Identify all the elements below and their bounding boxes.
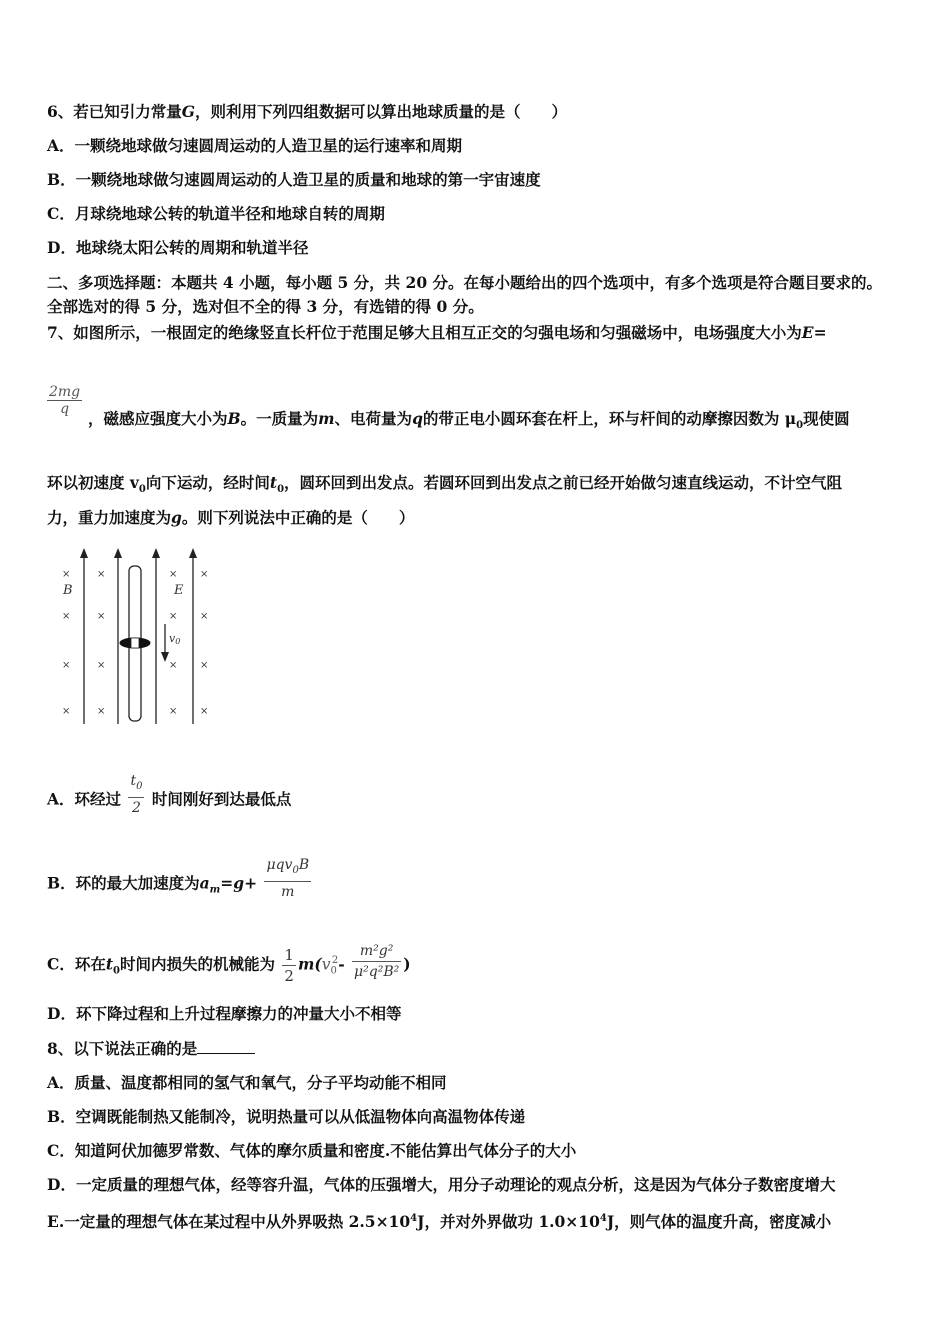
field-cross: × (169, 706, 178, 717)
field-cross: × (169, 660, 178, 671)
answer-blank (197, 1039, 255, 1054)
q7-fraction-denominator: q (47, 400, 82, 417)
q7-fraction-numerator: 2mg (49, 384, 81, 400)
q7-field-diagram (52, 546, 222, 726)
field-cross: × (97, 569, 106, 580)
field-cross: × (200, 660, 209, 671)
q8-option-c: C．知道阿伏加德罗常数、气体的摩尔质量和密度.不能估算出气体分子的大小 (47, 1141, 577, 1160)
q6-option-b: B．一颗绕地球做匀速圆周运动的人造卫星的质量和地球的第一宇宙速度 (47, 170, 541, 189)
q6-option-c: C．月球绕地球公转的轨道半径和地球自转的周期 (47, 204, 385, 223)
q7-option-a: A．环经过 $\frac{t_0}{2}$ 时间刚好到达最低点 (47, 773, 292, 816)
field-cross: × (62, 660, 71, 671)
q7-stem-line3: 环以初速度 $v_0$向下运动，经时间$t_0$，圆环回到出发点。若圆环回到出发点之前已经开始做匀速直线运动，不计空气阻 (47, 473, 843, 496)
magnetic-field-label: B (63, 583, 73, 598)
velocity-label: v0 (169, 632, 181, 646)
field-cross: × (97, 611, 106, 622)
q7-stem-line1: 7、如图所示，一根固定的绝缘竖直长杆位于范围足够大且相互正交的匀强电场和匀强磁场中，电场强度大小为E= (47, 323, 827, 342)
field-cross: × (62, 706, 71, 717)
field-cross: × (200, 706, 209, 717)
field-cross: × (97, 660, 106, 671)
q7-option-c-half: $\frac{1}{2}$ (284, 946, 294, 985)
q7-option-b: B．环的最大加速度为$a_m=g+$ $\frac{\mu qv_0B}{m}$ (47, 857, 310, 900)
q8-stem: 8、以下说法正确的是 (47, 1039, 255, 1059)
field-cross: × (169, 569, 178, 580)
field-cross: × (62, 611, 71, 622)
field-cross: × (200, 611, 209, 622)
q7-field-fraction (47, 384, 82, 417)
section2-instructions-line2: 全部选对的得 5 分，选对但不全的得 3 分，有选错的得 0 分。 (47, 297, 484, 316)
q7-stem-line2: ，磁感应强度大小为B。一质量为m、电荷量为q的带正电小圆环套在杆上，环与杆间的动摩擦因数为 $\mu_0$现使圆 (88, 409, 850, 432)
field-cross: × (200, 569, 209, 580)
q7-option-b-fraction: $\frac{\mu qv_0B}{m}$ (266, 857, 310, 900)
q8-option-e: E.一定量的理想气体在某过程中从外界吸热 $2.5\times 10^4J$，并对外界做功 $1.0\times 10^4J$，则气体的温度升高，密度减小 (47, 1212, 832, 1232)
q7-stem-line4: 力，重力加速度为g。则下列说法中正确的是（ ） (47, 508, 415, 527)
q7-option-c: C．环在$t_0$时间内损失的机械能为 $\frac{1}{2}$ $m(v_0^2-$ $\frac{\text{m²g²}}{\text{μ²q²B²}}$ ) (47, 943, 411, 985)
q7-option-c-fraction: $\frac{\text{m²g²}}{\text{μ²q²B²}}$ (354, 943, 400, 980)
q6-option-a: A．一颗绕地球做匀速圆周运动的人造卫星的运行速率和周期 (47, 136, 463, 155)
q6-option-d: D．地球绕太阳公转的周期和轨道半径 (47, 238, 309, 257)
field-cross: × (62, 569, 71, 580)
electric-field-label: E (174, 583, 184, 598)
field-cross: × (169, 611, 178, 622)
q8-option-a: A．质量、温度都相同的氢气和氧气，分子平均动能不相同 (47, 1073, 447, 1092)
q7-option-a-fraction: $\frac{t_0}{2}$ (130, 773, 143, 816)
q8-option-b: B．空调既能制热又能制冷，说明热量可以从低温物体向高温物体传递 (47, 1107, 526, 1126)
q6-stem: 6、若已知引力常量G，则利用下列四组数据可以算出地球质量的是（ ） (47, 102, 568, 121)
q8-option-d: D．一定质量的理想气体，经等容升温，气体的压强增大，用分子动理论的观点分析，这是因为气体分子数密度增大 (47, 1175, 836, 1194)
section2-instructions-line1: 二、多项选择题：本题共 4 小题，每小题 5 分，共 20 分。在每小题给出的四个选项中，有多个选项是符合题目要求的。 (47, 273, 883, 292)
field-cross: × (97, 706, 106, 717)
q7-option-d: D．环下降过程和上升过程摩擦力的冲量大小不相等 (47, 1004, 402, 1023)
